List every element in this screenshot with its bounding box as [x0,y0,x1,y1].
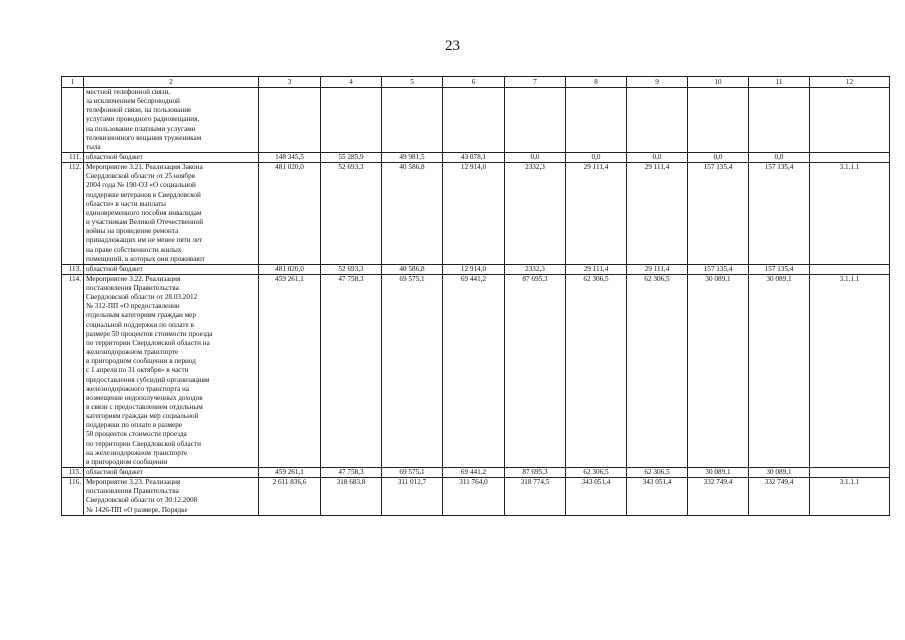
row-value: 55 285,9 [321,153,382,163]
row-value: 332 749,4 [749,478,810,516]
row-value: 311 764,0 [443,478,505,516]
row-number: 111. [62,153,84,163]
column-header: 4 [321,77,382,88]
row-description: Мероприятие 3.23. Реализация постановления Правительства Свердловской области от 30.12.2008 № 1426-ПП «О размере, Порядке [84,478,259,516]
row-value: 343 051,4 [627,478,688,516]
row-value: 0,0 [505,153,566,163]
row-value: 12 914,0 [443,264,505,274]
row-target-code: 3.1.1.1 [810,163,890,265]
row-value: 157 135,4 [688,264,749,274]
row-value: 157 135,4 [749,264,810,274]
row-value: 29 111,4 [627,163,688,265]
row-value: 481 020,0 [259,163,321,265]
row-target-code: 3.1.1.1 [810,478,890,516]
page-number: 23 [445,38,460,54]
row-value: 47 758,3 [321,274,382,467]
column-header: 3 [259,77,321,88]
row-number: 113. [62,264,84,274]
row-value: 69 575,1 [382,468,443,478]
row-value: 459 261,1 [259,274,321,467]
row-value: 62 306,5 [566,274,627,467]
column-header: 8 [566,77,627,88]
row-value: 30 089,1 [749,274,810,467]
row-description: областной бюджет [84,153,259,163]
row-value [382,88,443,153]
column-header: 6 [443,77,505,88]
row-value: 62 306,5 [566,468,627,478]
column-header: 7 [505,77,566,88]
row-value: 69 575,1 [382,274,443,467]
row-value: 29 111,4 [566,264,627,274]
row-value: 318 774,5 [505,478,566,516]
column-header: 9 [627,77,688,88]
row-value: 52 693,3 [321,163,382,265]
row-description: областной бюджет [84,468,259,478]
column-header: 11 [749,77,810,88]
row-value: 29 111,4 [566,163,627,265]
row-value: 0,0 [627,153,688,163]
table-row [62,468,890,478]
row-number: 114. [62,274,84,467]
column-header: 10 [688,77,749,88]
row-value: 30 089,1 [688,468,749,478]
row-value: 69 441,2 [443,274,505,467]
row-value: 2 611 836,6 [259,478,321,516]
row-value [566,88,627,153]
column-header: 12 [810,77,890,88]
row-target-code [810,88,890,153]
column-header: 5 [382,77,443,88]
row-value: 311 012,7 [382,478,443,516]
row-value [749,88,810,153]
row-value: 52 693,3 [321,264,382,274]
row-description: местной телефонной связи, за исключением беспроводной телефонной связи, на пользование услугами проводного радиовещания, на пользование платными услугами телевизионного вещания труженикам тыла [84,88,259,153]
row-value: 0,0 [688,153,749,163]
row-number: 116. [62,478,84,516]
row-value: 2332,3 [505,264,566,274]
row-value: 318 683,8 [321,478,382,516]
row-number: 112. [62,163,84,265]
row-value [688,88,749,153]
table-row [62,88,890,153]
row-value [505,88,566,153]
row-value: 148 345,5 [259,153,321,163]
row-value: 0,0 [749,153,810,163]
row-value: 62 306,5 [627,274,688,467]
row-value: 459 261,1 [259,468,321,478]
row-value [627,88,688,153]
row-value [321,88,382,153]
header-row [62,77,890,88]
row-value: 30 089,1 [749,468,810,478]
row-value: 69 441,2 [443,468,505,478]
row-value: 87 695,3 [505,274,566,467]
table-row [62,264,890,274]
table-row [62,163,890,265]
table-row [62,274,890,467]
row-description: Мероприятие 3.21. Реализация Закона Свердловской области от 25 ноября 2004 года № 190-ОЗ «О социальной поддержке ветеранов в Свердловской области» в части выплаты единовременного пособия инвалидам и участникам Великой Отечественной войны на проведение ремонта принадлежащих им не менее пяти лет на праве собственности жилых помещений, в которых они проживают [84,163,259,265]
row-value: 49 981,5 [382,153,443,163]
row-value: 481 020,0 [259,264,321,274]
table-row [62,478,890,516]
row-number: 115. [62,468,84,478]
row-value: 343 051,4 [566,478,627,516]
row-value: 29 111,4 [627,264,688,274]
row-target-code [810,264,890,274]
row-value: 157 135,4 [688,163,749,265]
row-value: 30 089,1 [688,274,749,467]
row-target-code [810,153,890,163]
row-value: 40 586,8 [382,264,443,274]
row-value: 43 078,1 [443,153,505,163]
row-value [443,88,505,153]
column-header: 1 [62,77,84,88]
program-table [61,76,890,516]
row-value [259,88,321,153]
row-value: 62 306,5 [627,468,688,478]
row-value: 40 586,8 [382,163,443,265]
column-header: 2 [84,77,259,88]
row-target-code [810,468,890,478]
table-row [62,153,890,163]
row-value: 332 749,4 [688,478,749,516]
row-value: 87 695,3 [505,468,566,478]
row-value: 157 135,4 [749,163,810,265]
row-value: 12 914,0 [443,163,505,265]
row-description: Мероприятие 3.22. Реализация постановления Правительства Свердловской области от 28.03.2012 № 312-ПП «О предоставлении отдельным категориям граждан мер социальной поддержки по оплате в размере 50 процентов стоимости проезда по территории Свердловской области на железнодорожном транспорте в пригородном сообщении в период с 1 апреля по 31 октября» в части предоставления субсидий организациям железнодорожного транспорта на возмещение недополученных доходов в связи с предоставлением отдельным категориям граждан мер социальной поддержки по оплате в размере 50 процентов стоимости проезда по территории Свердловской области на железнодорожном транспорте в пригородном сообщении [84,274,259,467]
row-number [62,88,84,153]
row-value: 47 758,3 [321,468,382,478]
row-description: областной бюджет [84,264,259,274]
row-target-code: 3.1.1.1 [810,274,890,467]
row-value: 2332,3 [505,163,566,265]
row-value: 0,0 [566,153,627,163]
